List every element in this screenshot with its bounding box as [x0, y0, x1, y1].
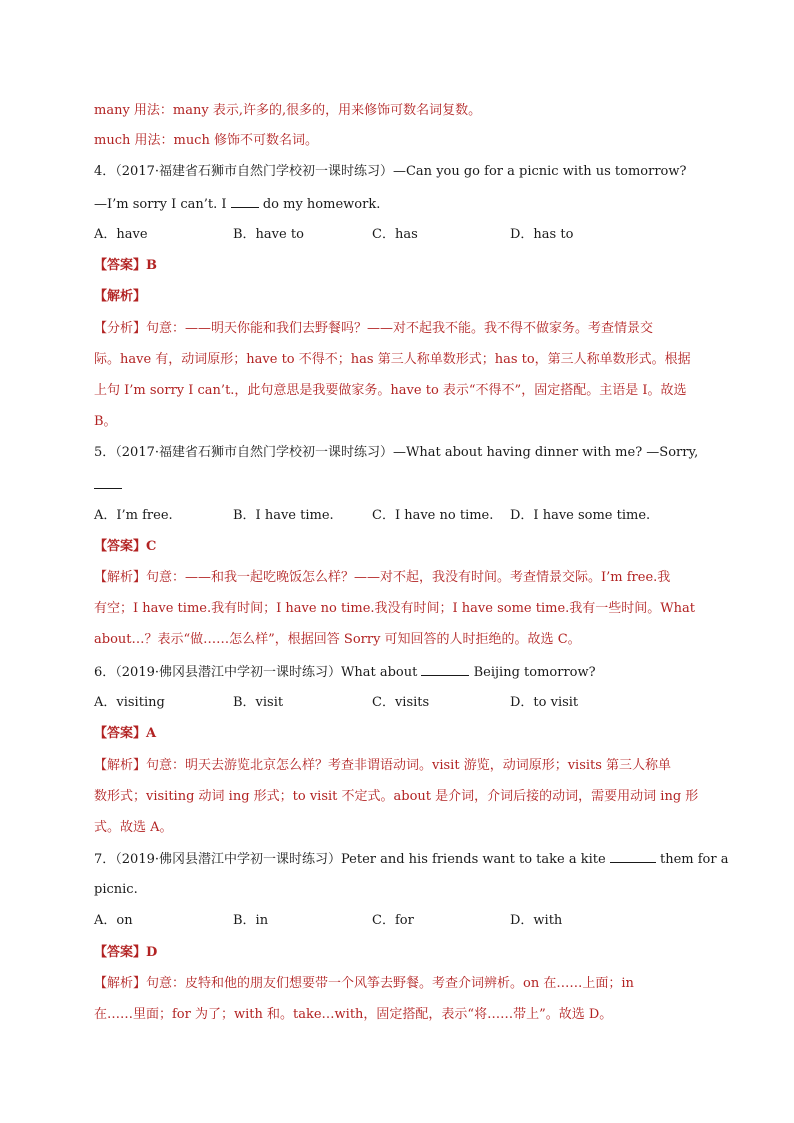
q4-stem-line-1: 4．（2017·福建省石狮市自然门学校初一课时练习）—Can you go for a picnic with us tomorrow? — [94, 164, 687, 179]
q4-stem-line-2 — [94, 195, 704, 214]
q7-option-b: B．in — [233, 913, 269, 928]
q6-options — [94, 694, 704, 712]
q7-option-d: D．with — [510, 913, 563, 928]
q4-option-a: A．have — [94, 227, 148, 242]
q6-stem-post: Beijing tomorrow? — [473, 665, 596, 680]
q5-answer: 【答案】C — [94, 539, 157, 554]
q7-analysis-line-2: 在……里面；for 为了；with 和。take…with，固定搭配，表示“将……带上”。故选 D。 — [94, 1007, 613, 1022]
q4-analysis-line-1: 【分析】句意：——明天你能和我们去野餐吗？——对不起我不能。我不得不做家务。考查情景交 — [94, 321, 654, 336]
q4-option-d: D．has to — [510, 227, 574, 242]
q4-jiexi-heading: 【解析】 — [94, 289, 147, 304]
q7-analysis-line-1: 【解析】句意：皮特和他的朋友们想要带一个风筝去野餐。考查介词辨析。on 在……上面；in — [94, 976, 634, 991]
q6-stem-pre: 6．（2019·佛冈县潜江中学初一课时练习）What about — [94, 665, 418, 680]
q6-option-c: C．visits — [372, 695, 430, 710]
q7-stem-pre: 7．（2019·佛冈县潜江中学初一课时练习）Peter and his friends want to take a kite — [94, 852, 606, 867]
q5-analysis-line-2: 有空；I have time.我有时间；I have no time.我没有时间；I have some time.我有一些时间。What — [94, 601, 695, 616]
q6-stem — [94, 663, 704, 682]
q5-analysis-line-1: 【解析】句意：——和我一起吃晚饭怎么样？——对不起，我没有时间。考查情景交际。I’m free.我 — [94, 570, 671, 585]
q6-blank — [421, 663, 469, 676]
q7-option-c: C．for — [372, 913, 414, 928]
q7-stem-line-1 — [94, 850, 729, 869]
q7-answer: 【答案】D — [94, 945, 158, 960]
q7-stem-line-2: picnic. — [94, 882, 138, 897]
q6-analysis-line-3: 式。故选 A。 — [94, 820, 173, 835]
q6-option-b: B．visit — [233, 695, 284, 710]
q5-option-d: D．I have some time. — [510, 508, 651, 523]
q7-options — [94, 912, 704, 930]
q5-blank — [94, 476, 122, 489]
q5-analysis-line-3: about…？表示“做……怎么样”，根据回答 Sorry 可知回答的人时拒绝的。故选 C。 — [94, 632, 581, 647]
q4-blank — [231, 195, 259, 208]
q6-analysis-line-2: 数形式；visiting 动词 ing 形式；to visit 不定式。about 是介词，介词后接的动词，需要用动词 ing 形 — [94, 789, 699, 804]
q6-answer: 【答案】A — [94, 726, 157, 741]
q5-options — [94, 507, 704, 525]
q7-option-a: A．on — [94, 913, 133, 928]
q5-option-a: A．I’m free. — [94, 508, 173, 523]
q5-option-b: B．I have time. — [233, 508, 334, 523]
q4-option-b: B．have to — [233, 227, 304, 242]
q4-answer: 【答案】B — [94, 258, 157, 273]
q7-stem-post: them for a — [659, 852, 729, 867]
q5-stem-line-2 — [94, 476, 704, 495]
q4-stem-pre: —I’m sorry I can’t. I — [94, 197, 227, 212]
many-usage-note: many 用法：many 表示,许多的,很多的，用来修饰可数名词复数。 — [94, 103, 482, 118]
q6-option-a: A．visiting — [94, 695, 165, 710]
q4-analysis-line-3: 上句 I’m sorry I can’t.，此句意思是我要做家务。have to 表示“不得不”，固定搭配。主语是 I。故选 — [94, 383, 687, 398]
q4-analysis-line-2: 际。have 有，动词原形；have to 不得不；has 第三人称单数形式；has to，第三人称单数形式。根据 — [94, 352, 691, 367]
much-usage-note: much 用法：much 修饰不可数名词。 — [94, 133, 318, 148]
q6-option-d: D．to visit — [510, 695, 579, 710]
q4-options — [94, 226, 704, 244]
q7-blank — [610, 850, 656, 863]
q5-stem-line-1: 5．（2017·福建省石狮市自然门学校初一课时练习）—What about having dinner with me? —Sorry, — [94, 445, 699, 460]
q4-stem-post: do my homework. — [262, 197, 381, 212]
q6-analysis-line-1: 【解析】句意：明天去游览北京怎么样？考查非谓语动词。visit 游览，动词原形；visits 第三人称单 — [94, 758, 672, 773]
q4-analysis-line-4: B。 — [94, 414, 117, 429]
q5-option-c: C．I have no time. — [372, 508, 494, 523]
q4-option-c: C．has — [372, 227, 418, 242]
